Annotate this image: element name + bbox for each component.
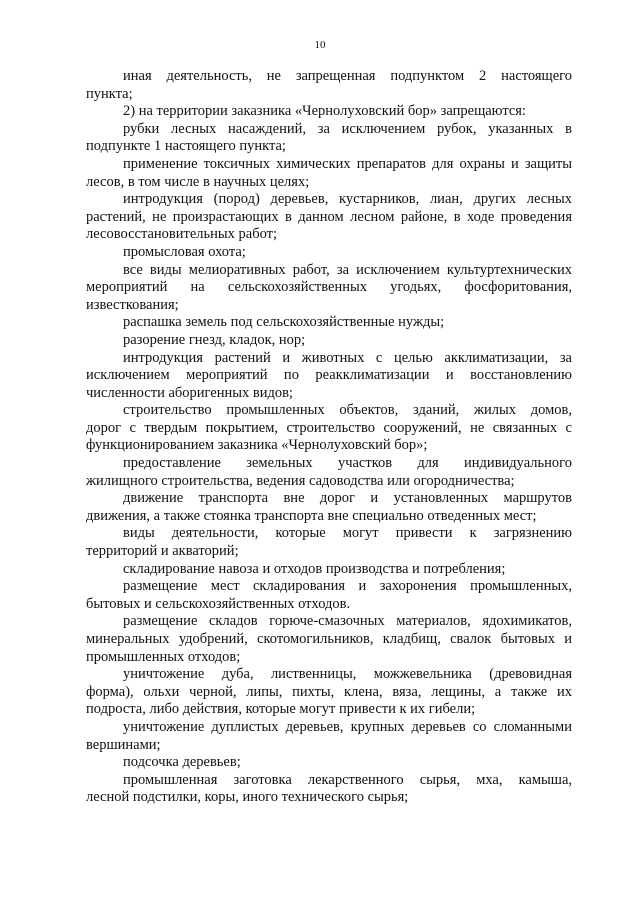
paragraph [86, 314, 572, 332]
paragraph [86, 244, 572, 262]
text-line: форма), ольхи черной, липы, пихты, клена, вяза, лещины, а также их [86, 683, 572, 700]
text-line: промысловая охота; [123, 243, 246, 260]
text-line: рубки лесных насаждений, за исключением рубок, указанных в [123, 120, 572, 137]
text-line: уничтожение дуплистых деревьев, крупных деревьев со сломанными [123, 718, 572, 735]
text-line: численности аборигенных видов; [86, 384, 293, 401]
paragraph [86, 156, 572, 191]
text-line: минеральных удобрений, скотомогильников, кладбищ, свалок бытовых и [86, 631, 572, 647]
text-line: пункта; [86, 85, 133, 102]
paragraph [86, 578, 572, 613]
text-line: подсочка деревьев; [123, 754, 241, 771]
paragraph [86, 332, 572, 350]
text-line: распашка земель под сельскохозяйственные нужды; [123, 314, 445, 331]
paragraph [86, 68, 572, 103]
text-line: применение токсичных химических препаратов для охраны и защиты [123, 155, 572, 172]
paragraph [86, 666, 572, 719]
text-line: подпункте 1 настоящего пункта; [86, 138, 286, 155]
text-line: территорий и акваторий; [86, 543, 239, 560]
text-line: дорог с твердым покрытием, строительство сооружений, не связанных с [86, 419, 572, 436]
text-line: виды деятельности, которые могут привести к загрязнению [123, 525, 572, 542]
paragraph [86, 103, 572, 121]
text-line: лесной подстилки, коры, иного технического сырья; [86, 789, 409, 806]
paragraph [86, 561, 572, 579]
text-line: промышленная заготовка лекарственного сырья, мха, камыша, [123, 771, 572, 788]
text-line: интродукция (пород) деревьев, кустарников, лиан, других лесных [123, 191, 572, 208]
text-line: вершинами; [86, 736, 161, 753]
paragraph [86, 191, 572, 244]
text-line: функционированием заказника «Чернолуховский бор»; [86, 437, 428, 454]
paragraph [86, 350, 572, 403]
text-line: лесовосстановительных работ; [86, 226, 277, 243]
text-line: лесов, в том числе в научных целях; [86, 173, 310, 190]
text-line: движения, а также стоянка транспорта вне специально отведенных мест; [86, 507, 537, 524]
paragraph [86, 525, 572, 560]
paragraph [86, 121, 572, 156]
text-line: растений, не произрастающих в данном лесном районе, в ходе проведения [86, 208, 572, 225]
text-line: складирование навоза и отходов производства и потребления; [123, 560, 506, 577]
page-number: 10 [314, 39, 326, 51]
text-line: все виды мелиоративных работ, за исключением культуртехнических [123, 261, 572, 278]
text-line: мероприятий на сельскохозяйственных угодьях, фосфоритования, [86, 279, 572, 296]
text-line: разорение гнезд, кладок, нор; [123, 331, 306, 348]
text-line: иная деятельность, не запрещенная подпунктом 2 настоящего [123, 68, 572, 84]
text-line: исключением мероприятий по реакклиматизации и восстановлению [86, 367, 572, 384]
text-line: подроста, либо действия, которые могут привести к их гибели; [86, 701, 476, 718]
text-line: жилищного строительства, ведения садоводства или огородничества; [86, 472, 515, 489]
text-line: интродукция растений и животных с целью акклиматизации, за [123, 349, 572, 366]
text-line: предоставление земельных участков для индивидуального [123, 455, 572, 472]
paragraph [86, 754, 572, 772]
paragraph [86, 613, 572, 666]
text-line: известкования; [86, 296, 179, 313]
text-line: уничтожение дуба, лиственницы, можжевельника (древовидная [123, 666, 572, 683]
text-line: движение транспорта вне дорог и установленных маршрутов [123, 490, 572, 507]
paragraph [86, 772, 572, 807]
text-line: 2) на территории заказника «Чернолуховский бор» запрещаются: [123, 103, 526, 120]
text-line: строительство промышленных объектов, зданий, жилых домов, [123, 402, 572, 419]
paragraph [86, 455, 572, 490]
paragraph [86, 262, 572, 315]
text-line: промышленных отходов; [86, 648, 241, 665]
text-line: бытовых и сельскохозяйственных отходов. [86, 595, 351, 612]
paragraph [86, 402, 572, 455]
text-line: размещение мест складирования и захоронения промышленных, [123, 578, 572, 595]
text-line: размещение складов горюче-смазочных материалов, ядохимикатов, [123, 613, 572, 630]
paragraph [86, 490, 572, 525]
document-body [86, 68, 572, 807]
paragraph [86, 719, 572, 754]
